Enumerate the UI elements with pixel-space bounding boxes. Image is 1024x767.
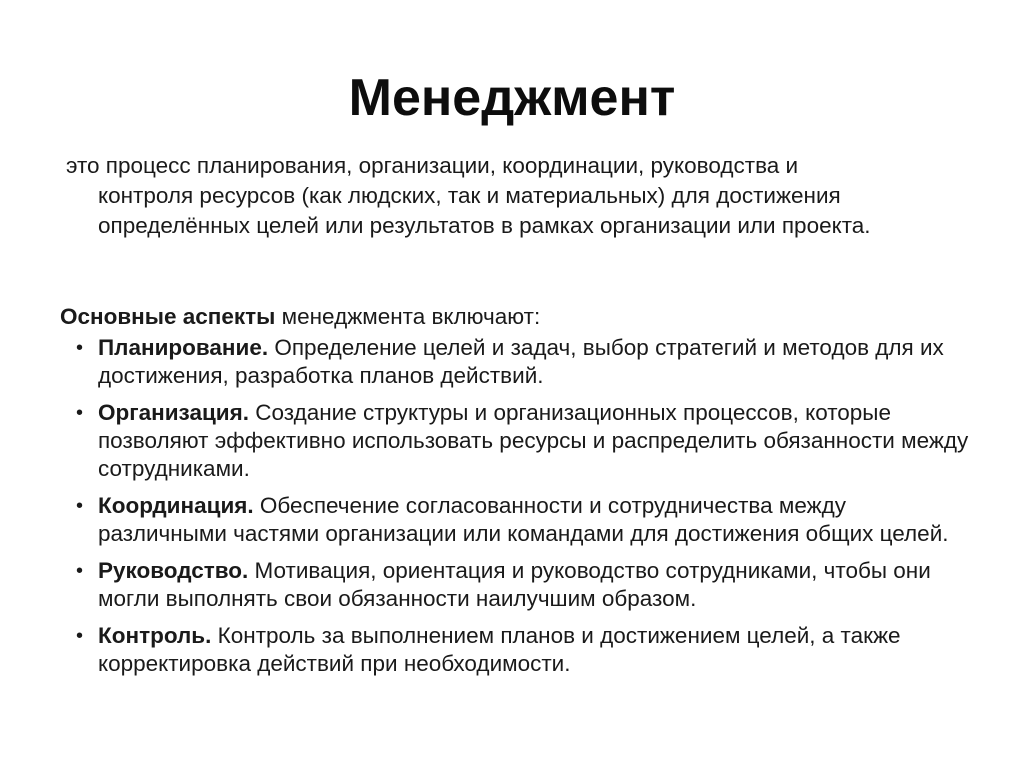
bullet-icon: • (76, 402, 84, 424)
aspect-term: Планирование. (98, 335, 269, 360)
definition-continuation: контроля ресурсов (как людских, так и материальных) для достижения определённых целей или результатов в рамках организации или проекта. (98, 183, 871, 238)
aspects-list (76, 334, 976, 687)
aspect-term: Контроль. (98, 623, 212, 648)
bullet-icon: • (76, 337, 84, 359)
definition-paragraph (66, 151, 966, 241)
aspect-item-control (76, 622, 976, 678)
aspect-text: Создание структуры и организационных процессов, которые позволяют эффективно использовать ресурсы и распределить обязанности между сотрудниками. (98, 400, 969, 481)
aspect-text: Определение целей и задач, выбор стратегий и методов для их достижения, разработка планов действий. (98, 335, 944, 388)
aspect-term: Координация. (98, 493, 254, 518)
aspect-item-leadership (76, 557, 976, 613)
definition-first-line: это процесс планирования, организации, координации, руководства и (66, 153, 799, 178)
bullet-icon: • (76, 560, 84, 582)
aspect-text: Мотивация, ориентация и руководство сотрудниками, чтобы они могли выполнять свои обязанности наилучшим образом. (98, 558, 931, 611)
slide-title: Менеджмент (348, 69, 676, 127)
aspect-item-coordination (76, 492, 976, 548)
bullet-icon: • (76, 625, 84, 647)
aspect-term: Руководство. (98, 558, 249, 583)
bullet-icon: • (76, 495, 84, 517)
aspects-heading-bold: Основные аспекты (60, 304, 276, 329)
aspects-heading (60, 302, 960, 332)
aspect-text: Обеспечение согласованности и сотрудничества между различными частями организации или командами для достижения общих целей. (98, 493, 949, 546)
aspect-item-planning (76, 334, 976, 390)
aspects-heading-rest: менеджмента включают: (275, 304, 541, 329)
aspect-item-organization (76, 399, 976, 483)
aspect-text: Контроль за выполнением планов и достижением целей, а также корректировка действий при необходимости. (98, 623, 901, 676)
aspect-term: Организация. (98, 400, 249, 425)
